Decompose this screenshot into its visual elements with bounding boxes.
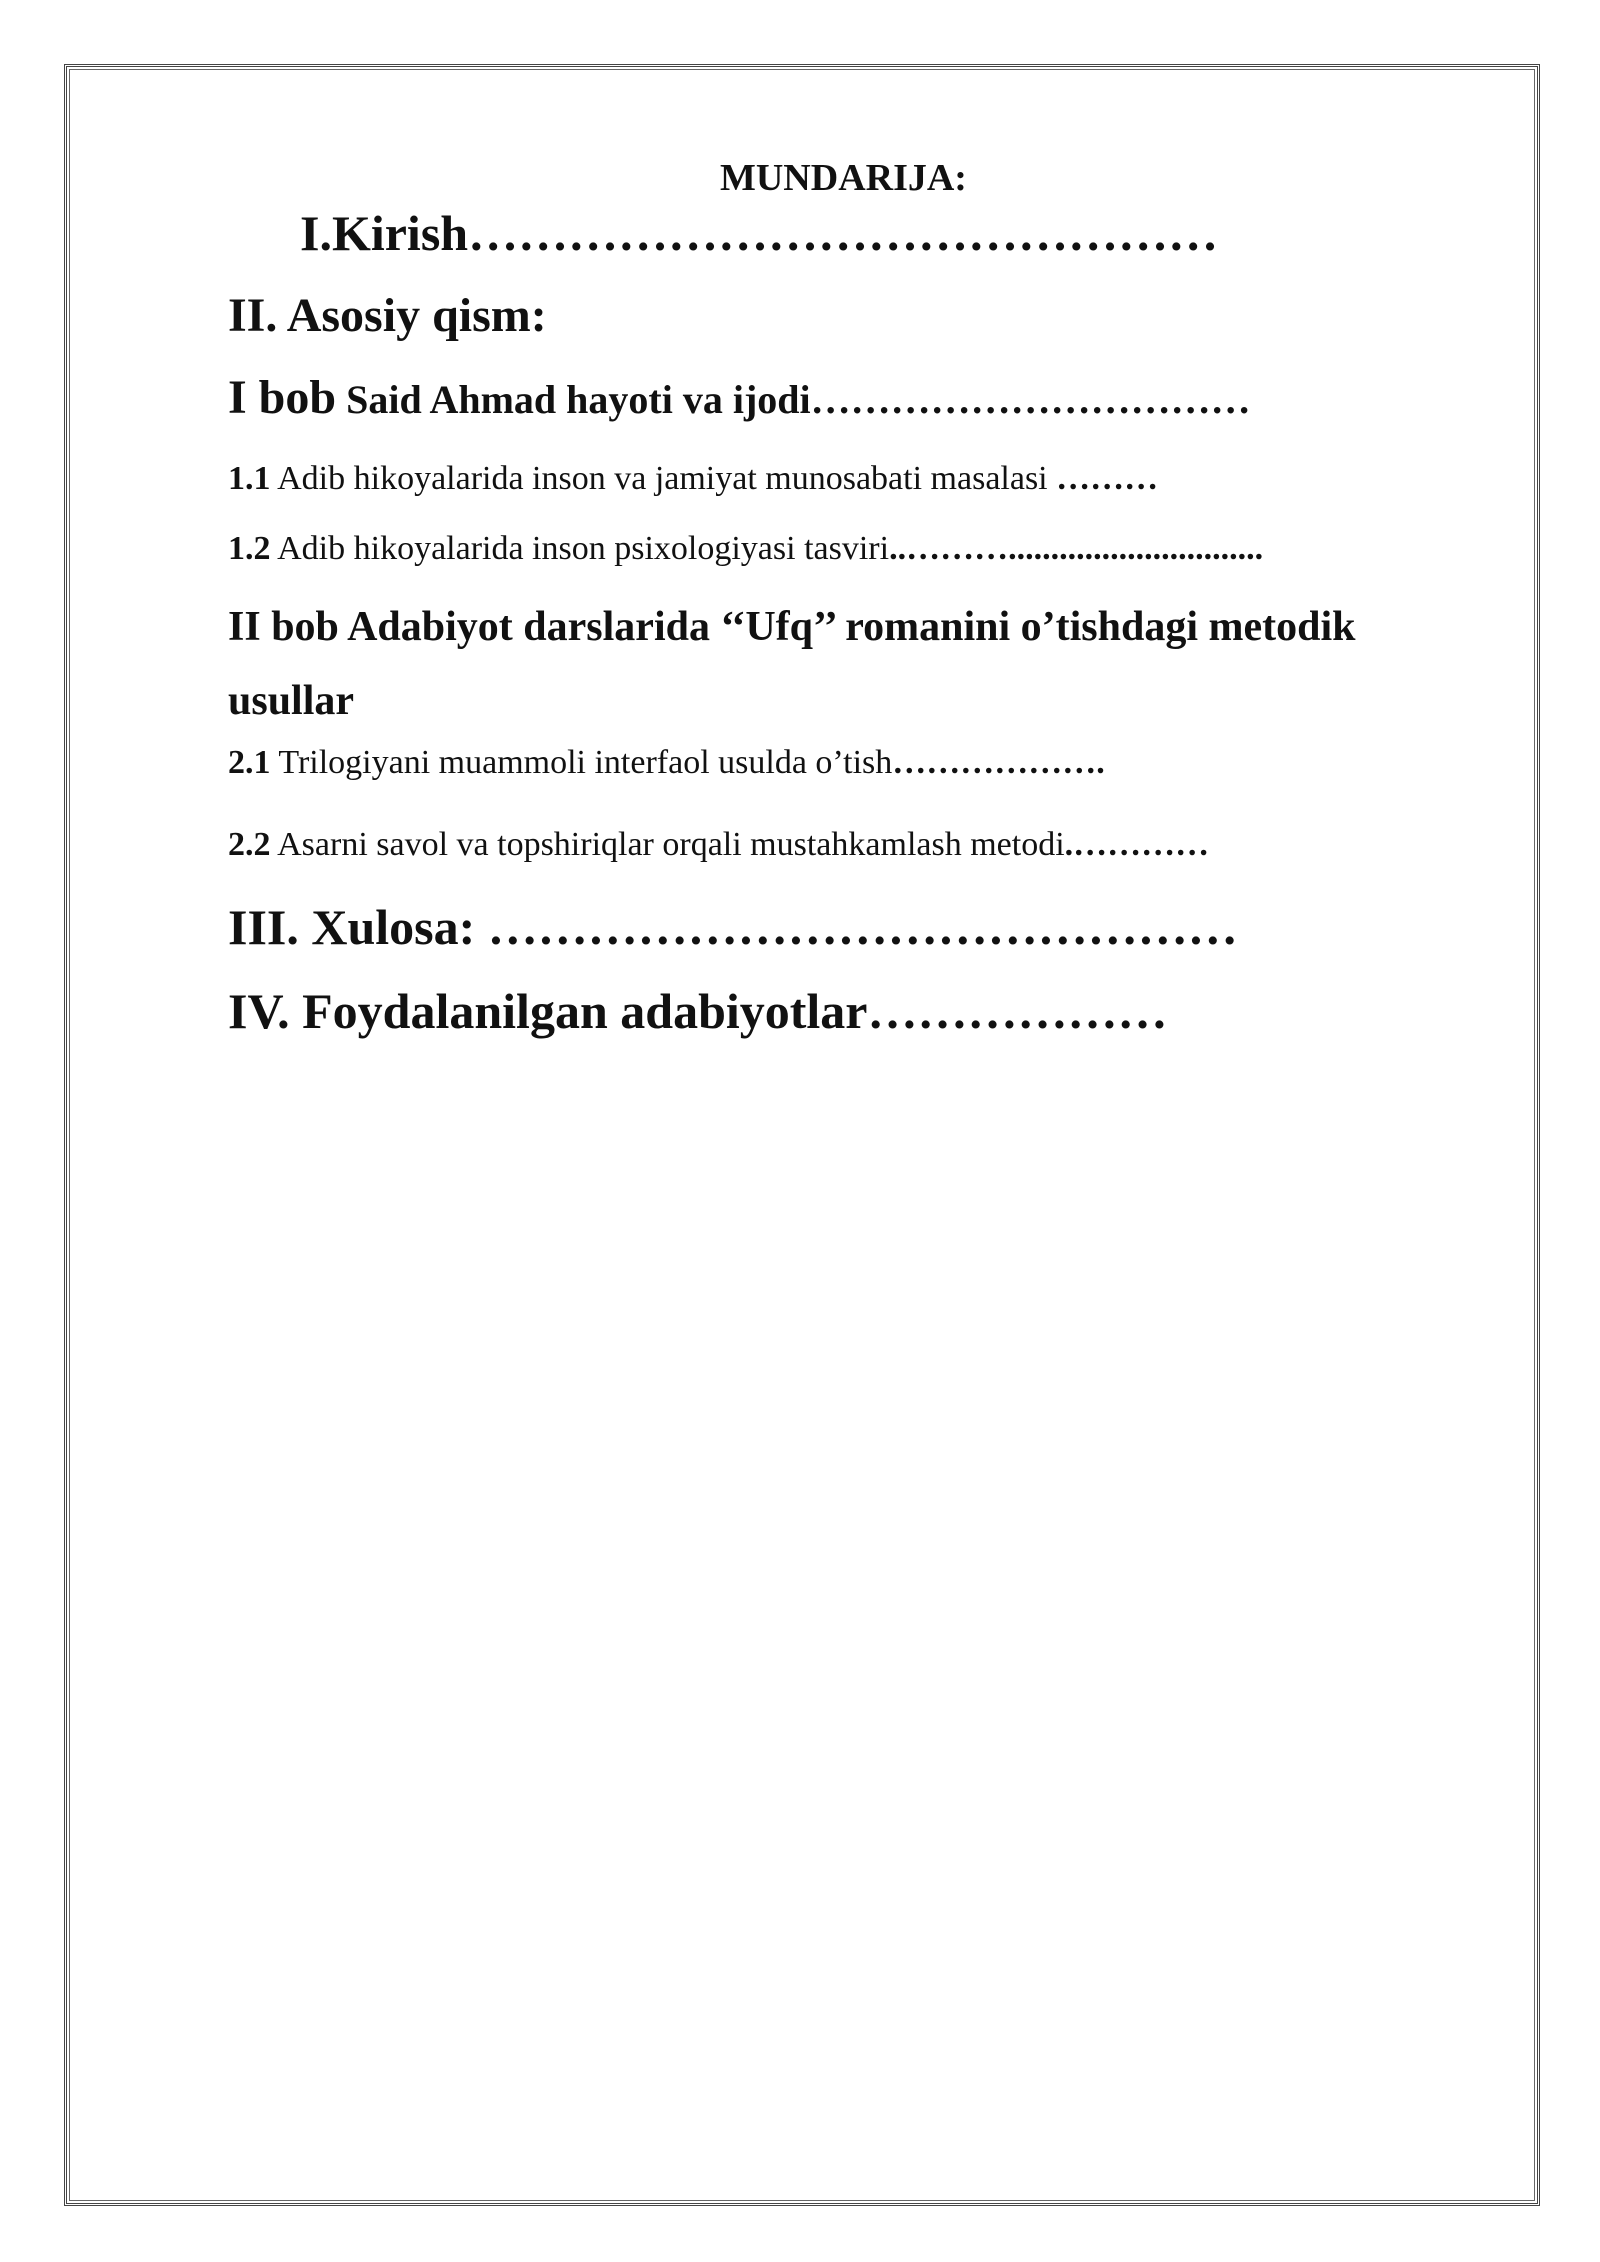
section-title: Adib hikoyalarida inson va jamiyat munosabati masalasi bbox=[270, 460, 1057, 497]
toc-entry-2-1 bbox=[228, 744, 1105, 781]
bob-1-title: Said Ahmad hayoti va ijodi…………………………… bbox=[336, 377, 1251, 422]
bob-1-prefix: I bob bbox=[228, 371, 337, 424]
leader-dots: ……… bbox=[1056, 460, 1159, 497]
leader-dots: ………………. bbox=[892, 744, 1105, 781]
leader-dots: ..……….............................. bbox=[889, 530, 1264, 567]
toc-entry-foydalanilgan-adabiyotlar: IV. Foydalanilgan adabiyotlar……………… bbox=[228, 983, 1168, 1039]
section-title: Trilogiyani muammoli interfaol usulda o’tish bbox=[270, 744, 893, 781]
toc-entry-2-2 bbox=[228, 826, 1209, 863]
toc-entry-asosiy-qism: II. Asosiy qism: bbox=[228, 289, 547, 342]
toc-entry-bob-1 bbox=[228, 372, 1251, 425]
section-number: 2.1 bbox=[228, 744, 271, 781]
section-title: Adib hikoyalarida inson psixologiyasi tasviri bbox=[270, 530, 890, 567]
section-number: 1.1 bbox=[228, 460, 271, 497]
toc-entry-1-1 bbox=[228, 460, 1158, 497]
section-number: 2.2 bbox=[228, 826, 271, 863]
leader-dots: .………… bbox=[1064, 826, 1210, 863]
toc-entry-xulosa: III. Xulosa: ……………………………………… bbox=[228, 899, 1238, 955]
toc-entry-1-2 bbox=[228, 530, 1263, 567]
toc-title: MUNDARIJA: bbox=[720, 157, 967, 199]
toc-entry-bob-2: II bob Adabiyot darslarida ‘‘Ufq’’ romanini o’tishdagi metodik usullar bbox=[228, 604, 1356, 724]
toc-entry-kirish: I.Kirish……………………………………… bbox=[300, 205, 1219, 261]
section-number: 1.2 bbox=[228, 530, 271, 567]
section-title: Asarni savol va topshiriqlar orqali mustahkamlash metodi bbox=[270, 826, 1065, 863]
